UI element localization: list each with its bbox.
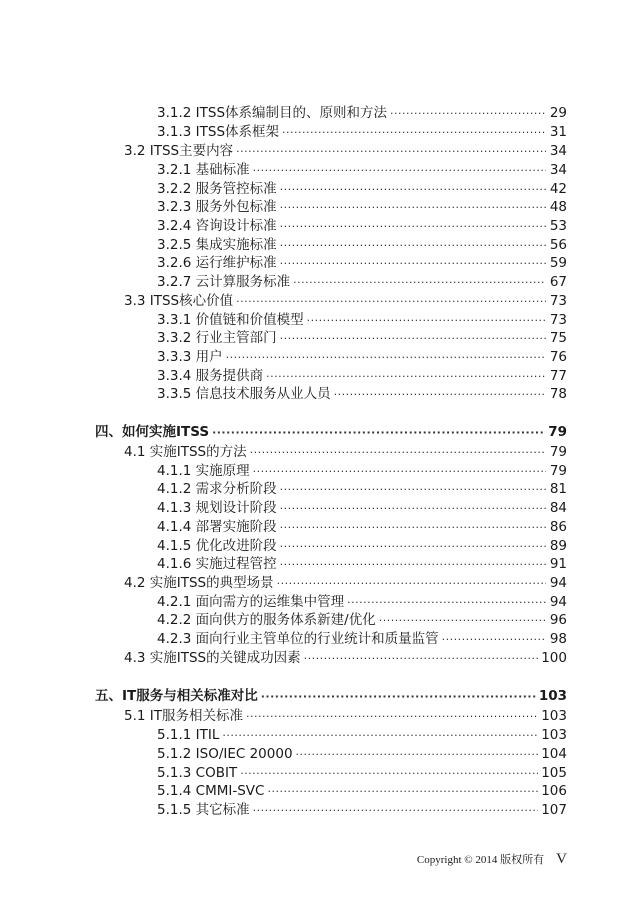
- copyright-text: Copyright © 2014 版权所有: [416, 854, 545, 866]
- toc-entry-title: 3.3.4 服务提供商: [157, 368, 264, 384]
- toc-entry[interactable]: [157, 123, 567, 142]
- toc-entry-page: 100: [541, 650, 567, 666]
- toc-entry-title: 5.1.1 ITIL: [157, 727, 220, 743]
- toc-entry-page: 67: [549, 274, 567, 290]
- toc-leader-dots: [280, 237, 546, 255]
- toc-leader-dots: [212, 424, 545, 442]
- toc-entry-page: 31: [549, 124, 567, 140]
- toc-entry[interactable]: [124, 707, 567, 726]
- toc-entry-title: 3.3.1 价值链和价值模型: [157, 312, 304, 328]
- toc-entry-page: 89: [549, 538, 567, 554]
- toc-leader-dots: [261, 688, 536, 706]
- toc-chapter[interactable]: [95, 687, 567, 706]
- toc-leader-dots: [280, 255, 546, 273]
- toc-entry[interactable]: [157, 480, 567, 499]
- toc-entry[interactable]: [124, 142, 567, 161]
- toc-entry[interactable]: [157, 161, 567, 180]
- toc-leader-dots: [250, 444, 546, 462]
- toc-entry[interactable]: [157, 311, 567, 330]
- toc-leader-dots: [240, 765, 538, 783]
- toc-entry-page: 81: [549, 481, 567, 497]
- toc-entry-title: 3.2.2 服务管控标准: [157, 181, 277, 197]
- toc-entry[interactable]: [157, 611, 567, 630]
- toc-entry-page: 94: [549, 594, 567, 610]
- toc-entry-title: 3.3 ITSS核心价值: [124, 293, 234, 309]
- toc-entry[interactable]: [157, 630, 567, 649]
- toc-entry-page: 79: [548, 424, 567, 440]
- toc-entry-page: 77: [549, 368, 567, 384]
- toc-entry[interactable]: [157, 367, 567, 386]
- page-number: V: [556, 851, 567, 867]
- toc-entry-title: 4.2.2 面向供方的服务体系新建/优化: [157, 612, 376, 628]
- toc-leader-dots: [226, 349, 546, 367]
- toc-leader-dots: [442, 631, 546, 649]
- toc-entry-page: 75: [549, 330, 567, 346]
- toc-entry[interactable]: [157, 198, 567, 217]
- toc-leader-dots: [280, 181, 546, 199]
- toc-entry-page: 104: [541, 746, 567, 762]
- toc-leader-dots: [246, 708, 538, 726]
- toc-entry-page: 103: [541, 708, 567, 724]
- toc-leader-dots: [267, 783, 538, 801]
- toc-leader-dots: [280, 330, 546, 348]
- toc-entry-title: 3.3.2 行业主管部门: [157, 330, 277, 346]
- toc-leader-dots: [280, 519, 546, 537]
- toc-entry-page: 103: [541, 727, 567, 743]
- toc-entry[interactable]: [157, 555, 567, 574]
- toc-entry-title: 3.2.1 基础标准: [157, 162, 250, 178]
- toc-entry-page: 42: [549, 181, 567, 197]
- toc-leader-dots: [236, 143, 546, 161]
- toc-entry[interactable]: [157, 348, 567, 367]
- toc-entry-page: 105: [541, 765, 567, 781]
- toc-entry-title: 4.1.2 需求分析阶段: [157, 481, 277, 497]
- toc-leader-dots: [280, 538, 546, 556]
- toc-entry[interactable]: [157, 462, 567, 481]
- toc-entry-page: 86: [549, 519, 567, 535]
- toc-entry-page: 48: [549, 199, 567, 215]
- toc-entry-title: 3.1.2 ITSS体系编制目的、原则和方法: [157, 105, 388, 121]
- toc-leader-dots: [280, 556, 546, 574]
- toc-entry-title: 五、IT服务与相关标准对比: [95, 688, 258, 704]
- toc-entry[interactable]: [157, 782, 567, 801]
- toc-entry-title: 5.1 IT服务相关标准: [124, 708, 243, 724]
- toc-leader-dots: [253, 162, 546, 180]
- toc-entry-title: 5.1.5 其它标准: [157, 802, 250, 818]
- toc-entry-page: 53: [549, 218, 567, 234]
- toc-entry[interactable]: [157, 273, 567, 292]
- toc-leader-dots: [296, 746, 539, 764]
- toc-entry[interactable]: [124, 574, 567, 593]
- toc-entry-title: 4.2.1 面向需方的运维集中管理: [157, 594, 345, 610]
- toc-entry-page: 98: [549, 631, 567, 647]
- toc-leader-dots: [379, 612, 546, 630]
- toc-entry-title: 3.3.3 用户: [157, 349, 223, 365]
- toc-entry-title: 3.2.6 运行维护标准: [157, 255, 277, 271]
- toc-entry-page: 84: [549, 500, 567, 516]
- toc-entry-title: 5.1.2 ISO/IEC 20000: [157, 746, 293, 762]
- toc-entry-title: 4.3 实施ITSS的关键成功因素: [124, 650, 301, 666]
- toc-entry[interactable]: [157, 764, 567, 783]
- toc-entry[interactable]: [157, 217, 567, 236]
- toc-leader-dots: [282, 124, 546, 142]
- page-footer: [417, 851, 567, 868]
- toc-entry-title: 3.2.5 集成实施标准: [157, 237, 277, 253]
- toc-entry-title: 3.3.5 信息技术服务从业人员: [157, 386, 331, 402]
- toc-entry-title: 3.2 ITSS主要内容: [124, 143, 234, 159]
- toc-entry-page: 79: [549, 444, 567, 460]
- toc-entry-title: 5.1.4 CMMI-SVC: [157, 783, 265, 799]
- toc-entry-page: 103: [538, 688, 567, 704]
- toc-entry-page: 59: [549, 255, 567, 271]
- toc-entry-title: 4.1.3 规划设计阶段: [157, 500, 277, 516]
- toc-leader-dots: [280, 500, 546, 518]
- toc-entry-title: 4.1.5 优化改进阶段: [157, 538, 277, 554]
- toc-leader-dots: [347, 594, 546, 612]
- toc-leader-dots: [253, 802, 539, 820]
- toc-entry-page: 107: [541, 802, 567, 818]
- toc-leader-dots: [222, 727, 538, 745]
- toc-entry-page: 78: [549, 386, 567, 402]
- toc-entry-title: 4.1.4 部署实施阶段: [157, 519, 277, 535]
- toc-entry-page: 91: [549, 556, 567, 572]
- toc-entry-title: 4.1.1 实施原理: [157, 463, 250, 479]
- toc-entry-title: 4.1 实施ITSS的方法: [124, 444, 247, 460]
- toc-entry-title: 四、如何实施ITSS: [95, 424, 210, 440]
- toc-entry[interactable]: [124, 292, 567, 311]
- toc-leader-dots: [280, 199, 546, 217]
- toc-entry-page: 73: [549, 293, 567, 309]
- toc-entry[interactable]: [157, 329, 567, 348]
- toc-leader-dots: [334, 386, 546, 404]
- toc-chapter[interactable]: [95, 423, 567, 442]
- toc-leader-dots: [293, 274, 546, 292]
- toc-entry[interactable]: [157, 236, 567, 255]
- toc-leader-dots: [280, 481, 546, 499]
- toc-entry-title: 3.2.7 云计算服务标准: [157, 274, 291, 290]
- toc-entry-page: 94: [549, 575, 567, 591]
- toc-entry[interactable]: [124, 649, 567, 668]
- toc-entry-title: 3.2.4 咨询设计标准: [157, 218, 277, 234]
- toc-entry[interactable]: [124, 443, 567, 462]
- toc-entry-page: 79: [549, 463, 567, 479]
- toc-leader-dots: [307, 312, 546, 330]
- toc-entry-title: 4.1.6 实施过程管控: [157, 556, 277, 572]
- toc-entry-title: 3.2.3 服务外包标准: [157, 199, 277, 215]
- toc-entry-page: 76: [549, 349, 567, 365]
- toc-entry-page: 56: [549, 237, 567, 253]
- toc-entry-page: 34: [549, 162, 567, 178]
- toc-entry[interactable]: [157, 801, 567, 820]
- toc-leader-dots: [390, 105, 546, 123]
- toc-entry[interactable]: [157, 726, 567, 745]
- toc-leader-dots: [304, 650, 539, 668]
- toc-leader-dots: [280, 218, 546, 236]
- toc-entry[interactable]: [157, 499, 567, 518]
- toc-entry-title: 4.2 实施ITSS的典型场景: [124, 575, 274, 591]
- toc-entry-title: 3.1.3 ITSS体系框架: [157, 124, 280, 140]
- toc-leader-dots: [253, 463, 546, 481]
- toc-entry-title: 4.2.3 面向行业主管单位的行业统计和质量监管: [157, 631, 439, 647]
- toc-entry[interactable]: [157, 254, 567, 273]
- toc-entry-page: 34: [549, 143, 567, 159]
- toc-leader-dots: [236, 293, 546, 311]
- toc-entry[interactable]: [157, 593, 567, 612]
- toc-entry[interactable]: [157, 537, 567, 556]
- toc-leader-dots: [266, 368, 546, 386]
- toc-entry-page: 106: [541, 783, 567, 799]
- toc-entry-title: 5.1.3 COBIT: [157, 765, 238, 781]
- toc-entry-page: 29: [549, 105, 567, 121]
- toc-entry-page: 96: [549, 612, 567, 628]
- toc-leader-dots: [277, 575, 546, 593]
- toc-entry-page: 73: [549, 312, 567, 328]
- toc-entry[interactable]: [157, 385, 567, 404]
- toc-entry[interactable]: [157, 104, 567, 123]
- toc-entry[interactable]: [157, 745, 567, 764]
- toc-entry[interactable]: [157, 518, 567, 537]
- toc-entry[interactable]: [157, 180, 567, 199]
